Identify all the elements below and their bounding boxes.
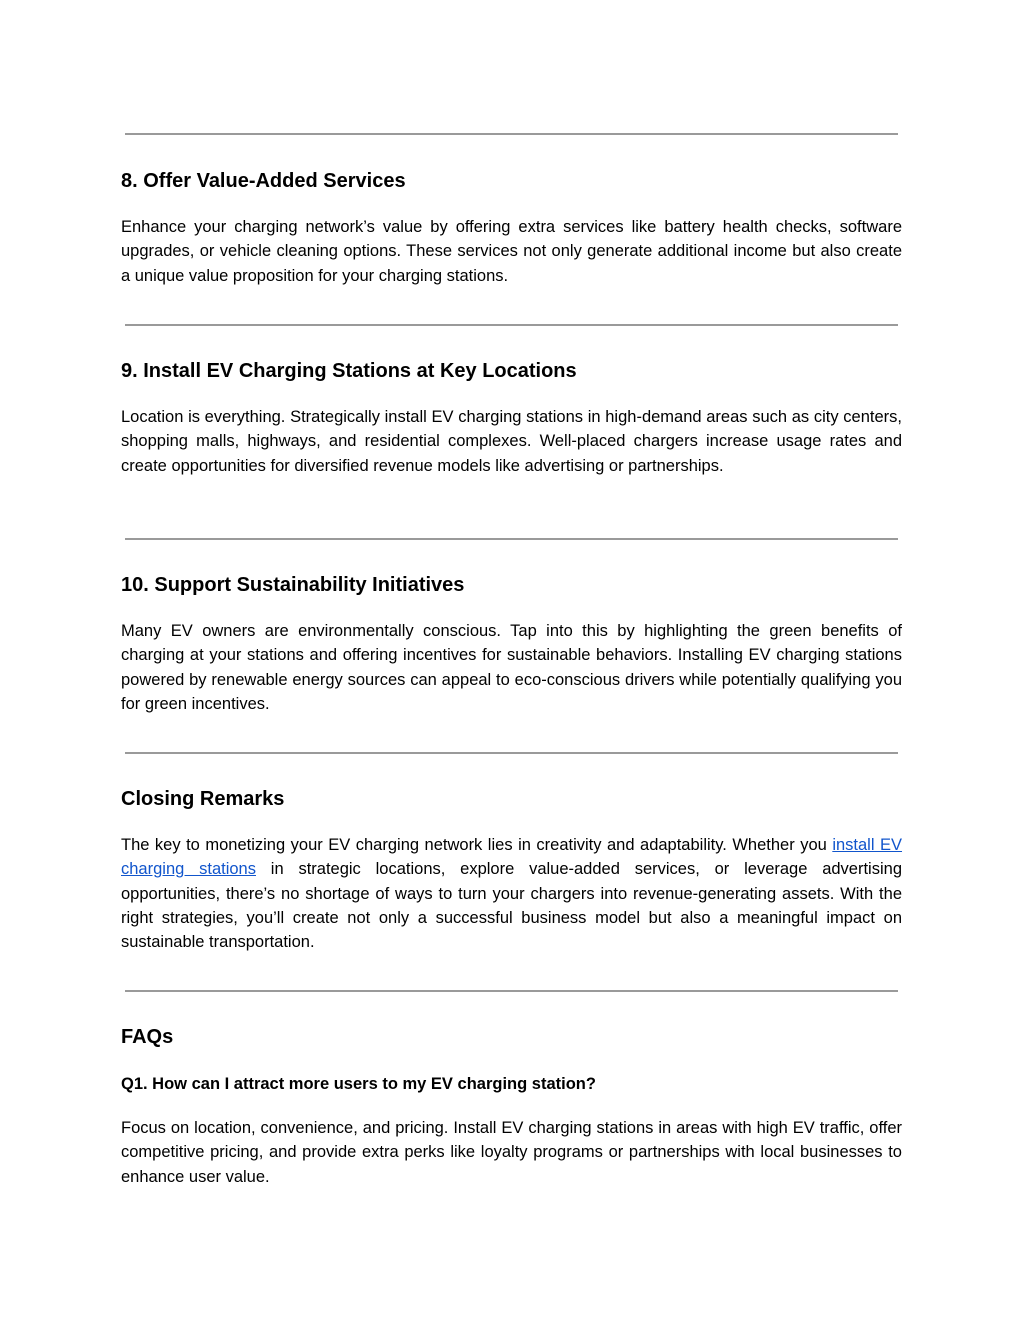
closing-remarks-heading: Closing Remarks	[121, 788, 285, 810]
install-ev-charging-stations-link[interactable]: install EV charging stations	[121, 836, 903, 879]
closing-remarks-body	[121, 833, 902, 954]
section-divider	[125, 133, 898, 135]
section-body-value-added-services: Enhance your charging network’s value by offering extra services like battery health checks, software upgrades, or vehicle cleaning options. These services not only generate additional income but also create a unique value proposition for your charging stations.	[121, 218, 902, 285]
faq-question: Q1. How can I attract more users to my EV charging station?	[121, 1075, 596, 1093]
section-heading-value-added-services: 8. Offer Value-Added Services	[121, 170, 406, 192]
closing-text-after-link: in strategic locations, explore value-added services, or leverage advertising opportunities, there’s no shortage of ways to turn your chargers into revenue-generating assets. With the right strategies, you’ll create not only a successful business model but also a meaningful impact on sustainable transportation.	[121, 860, 902, 952]
section-divider	[125, 990, 898, 992]
section-body-key-locations: Location is everything. Strategically install EV charging stations in high-demand areas such as city centers, shopping malls, highways, and residential complexes. Well-placed chargers increase usage rates and create opportunities for diversified revenue models like advertising or partnerships.	[121, 408, 902, 475]
section-divider	[125, 752, 898, 754]
section-divider	[125, 324, 898, 326]
section-divider	[125, 538, 898, 540]
section-heading-key-locations: 9. Install EV Charging Stations at Key Locations	[121, 360, 577, 382]
faq-answer: Focus on location, convenience, and pricing. Install EV charging stations in areas with high EV traffic, offer competitive pricing, and provide extra perks like loyalty programs or partnerships with local businesses to enhance user value.	[121, 1119, 902, 1186]
section-body-sustainability: Many EV owners are environmentally conscious. Tap into this by highlighting the green benefits of charging at your stations and offering incentives for sustainable behaviors. Installing EV charging stations powered by renewable energy sources can appeal to eco-conscious drivers while potentially qualifying you for green incentives.	[121, 622, 902, 713]
closing-text-before-link: The key to monetizing your EV charging network lies in creativity and adaptability. Whether you	[121, 836, 833, 854]
section-heading-sustainability: 10. Support Sustainability Initiatives	[121, 574, 465, 596]
faqs-heading: FAQs	[121, 1026, 174, 1048]
